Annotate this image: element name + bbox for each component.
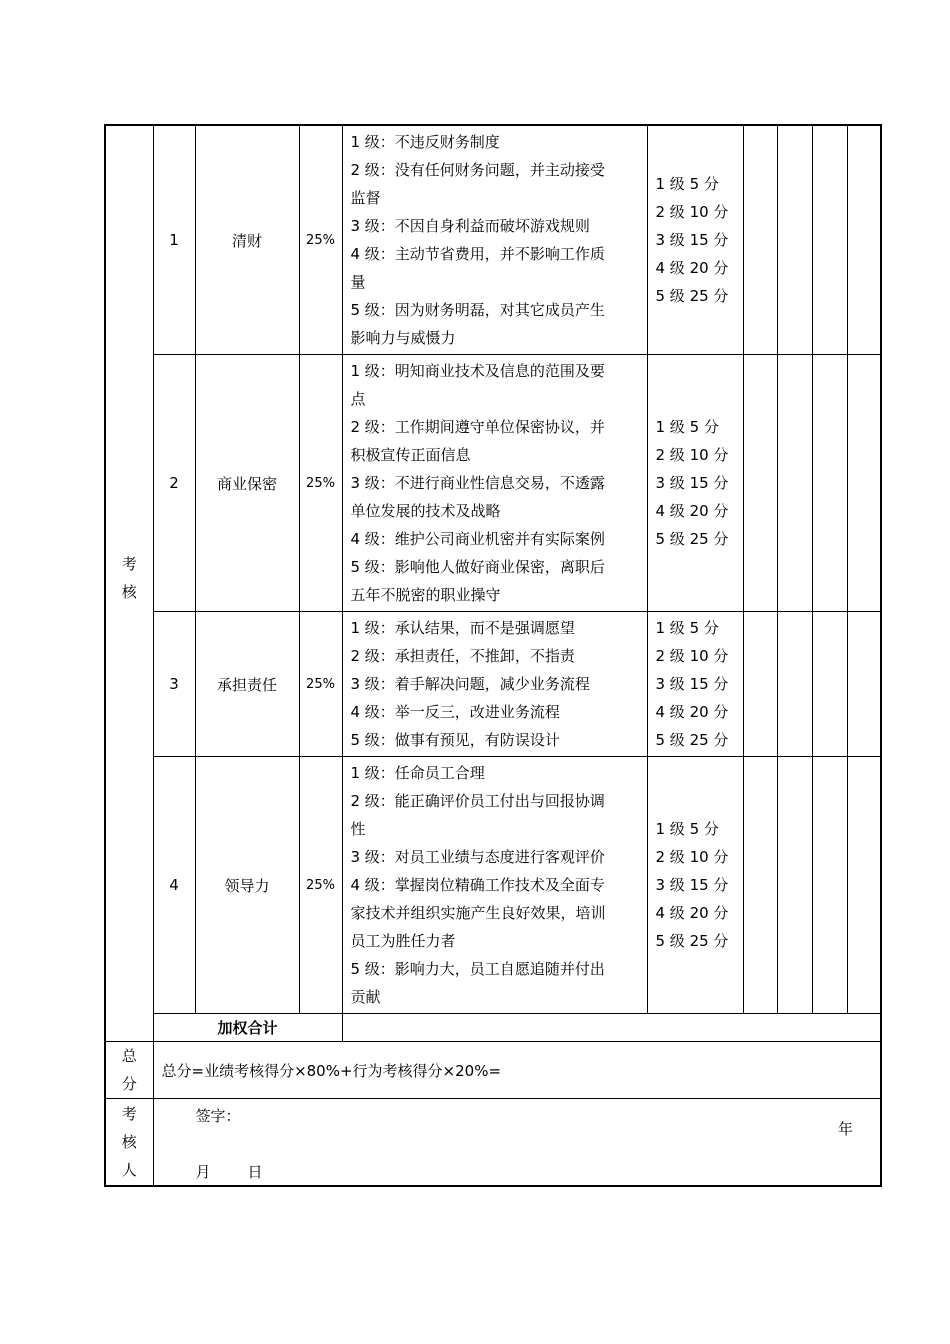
score-input-cell[interactable] (812, 612, 847, 757)
score-line: 3 级 15 分 (655, 876, 729, 894)
score-line: 5 级 25 分 (655, 932, 729, 950)
criteria-line: 1 级：不违反财务制度 (350, 133, 500, 151)
score-line: 2 级 10 分 (655, 848, 729, 866)
total-label: 总 分 (105, 1042, 153, 1099)
score-line: 2 级 10 分 (655, 446, 729, 464)
item-weight: 25% (299, 757, 342, 1014)
criteria-line: 5 级：做事有预见，有防误设计 (350, 731, 560, 749)
score-line: 4 级 20 分 (655, 904, 729, 922)
score-input-cell[interactable] (812, 355, 847, 612)
score-line: 2 级 10 分 (655, 203, 729, 221)
item-criteria (342, 355, 647, 612)
month-label: 月 (195, 1163, 211, 1181)
criteria-line: 3 级：对员工业绩与态度进行客观评价 (350, 848, 605, 866)
item-number: 2 (153, 355, 195, 612)
criteria-line: 2 级：能正确评价员工付出与回报协调 (350, 792, 605, 810)
score-line: 2 级 10 分 (655, 647, 729, 665)
table-row (105, 125, 881, 355)
item-name: 承担责任 (195, 612, 299, 757)
score-input-cell[interactable] (743, 612, 777, 757)
criteria-line: 4 级：掌握岗位精确工作技术及全面专 (350, 876, 605, 894)
score-input-cell[interactable] (743, 125, 777, 355)
score-input-cell[interactable] (847, 355, 881, 612)
criteria-line: 3 级：不因自身利益而破坏游戏规则 (350, 217, 590, 235)
reviewer-row (105, 1099, 881, 1187)
section-label (105, 125, 153, 1042)
score-line: 1 级 5 分 (655, 175, 719, 193)
criteria-line: 五年不脱密的职业操守 (350, 586, 501, 604)
score-line: 4 级 20 分 (655, 502, 729, 520)
criteria-line: 4 级：主动节省费用，并不影响工作质 (350, 245, 605, 263)
table-row (105, 757, 881, 1014)
criteria-line: 家技术并组织实施产生良好效果，培训 (350, 904, 606, 922)
criteria-line: 3 级：着手解决问题，减少业务流程 (350, 675, 590, 693)
score-input-cell[interactable] (847, 125, 881, 355)
criteria-line: 4 级：举一反三，改进业务流程 (350, 703, 560, 721)
item-number: 1 (153, 125, 195, 355)
item-scores (647, 125, 743, 355)
table-row (105, 612, 881, 757)
score-line: 1 级 5 分 (655, 820, 719, 838)
criteria-line: 3 级：不进行商业性信息交易，不透露 (350, 474, 605, 492)
criteria-line: 2 级：承担责任，不推卸，不指责 (350, 647, 575, 665)
score-line: 5 级 25 分 (655, 731, 729, 749)
criteria-line: 监督 (350, 189, 381, 207)
score-line: 4 级 20 分 (655, 703, 729, 721)
criteria-line: 5 级：影响力大，员工自愿追随并付出 (350, 960, 605, 978)
criteria-line: 4 级：维护公司商业机密并有实际案例 (350, 530, 605, 548)
score-line: 5 级 25 分 (655, 287, 729, 305)
item-number: 3 (153, 612, 195, 757)
assessment-table (104, 124, 882, 1187)
criteria-line: 2 级：工作期间遵守单位保密协议，并 (350, 418, 605, 436)
item-scores (647, 355, 743, 612)
criteria-line: 2 级：没有任何财务问题，并主动接受 (350, 161, 605, 179)
criteria-line: 1 级：承认结果，而不是强调愿望 (350, 619, 575, 637)
item-name: 领导力 (195, 757, 299, 1014)
score-line: 3 级 15 分 (655, 675, 729, 693)
criteria-line: 点 (350, 390, 366, 408)
item-scores (647, 757, 743, 1014)
criteria-line: 5 级：因为财务明磊，对其它成员产生 (350, 301, 605, 319)
score-input-cell[interactable] (847, 757, 881, 1014)
score-line: 3 级 15 分 (655, 474, 729, 492)
score-input-cell[interactable] (777, 757, 812, 1014)
weighted-total-row (105, 1014, 881, 1042)
score-line: 5 级 25 分 (655, 530, 729, 548)
item-name: 商业保密 (195, 355, 299, 612)
weighted-total-value[interactable] (342, 1014, 881, 1042)
criteria-line: 影响力与威慑力 (350, 329, 456, 347)
score-line: 1 级 5 分 (655, 619, 719, 637)
criteria-line: 贡献 (350, 988, 381, 1006)
item-scores (647, 612, 743, 757)
total-row (105, 1042, 881, 1099)
day-label: 日 (247, 1163, 263, 1181)
criteria-line: 员工为胜任力者 (350, 932, 456, 950)
item-weight: 25% (299, 355, 342, 612)
criteria-line: 5 级：影响他人做好商业保密，离职后 (350, 558, 605, 576)
score-input-cell[interactable] (743, 355, 777, 612)
item-name: 清财 (195, 125, 299, 355)
criteria-line: 1 级：任命员工合理 (350, 764, 485, 782)
total-formula: 总分=业绩考核得分×80%+行为考核得分×20%= (153, 1042, 881, 1099)
section-label-text: 考 核 (121, 555, 137, 601)
score-input-cell[interactable] (777, 612, 812, 757)
criteria-line: 量 (350, 273, 366, 291)
item-number: 4 (153, 757, 195, 1014)
score-input-cell[interactable] (777, 355, 812, 612)
weighted-total-label: 加权合计 (153, 1014, 342, 1042)
criteria-line: 单位发展的技术及战略 (350, 502, 501, 520)
score-line: 1 级 5 分 (655, 418, 719, 436)
item-criteria (342, 612, 647, 757)
reviewer-signature-cell[interactable] (153, 1099, 881, 1187)
item-weight: 25% (299, 612, 342, 757)
score-line: 4 级 20 分 (655, 259, 729, 277)
reviewer-label: 考 核 人 (105, 1099, 153, 1187)
item-criteria (342, 757, 647, 1014)
year-label: 年 (838, 1120, 854, 1138)
criteria-line: 1 级：明知商业技术及信息的范围及要 (350, 362, 605, 380)
score-line: 3 级 15 分 (655, 231, 729, 249)
item-criteria (342, 125, 647, 355)
table-row (105, 355, 881, 612)
score-input-cell[interactable] (777, 125, 812, 355)
score-input-cell[interactable] (812, 125, 847, 355)
criteria-line: 积极宣传正面信息 (350, 446, 471, 464)
criteria-line: 性 (350, 820, 366, 838)
score-input-cell[interactable] (847, 612, 881, 757)
score-input-cell[interactable] (743, 757, 777, 1014)
score-input-cell[interactable] (812, 757, 847, 1014)
item-weight: 25% (299, 125, 342, 355)
sign-label: 签字： (195, 1107, 241, 1125)
